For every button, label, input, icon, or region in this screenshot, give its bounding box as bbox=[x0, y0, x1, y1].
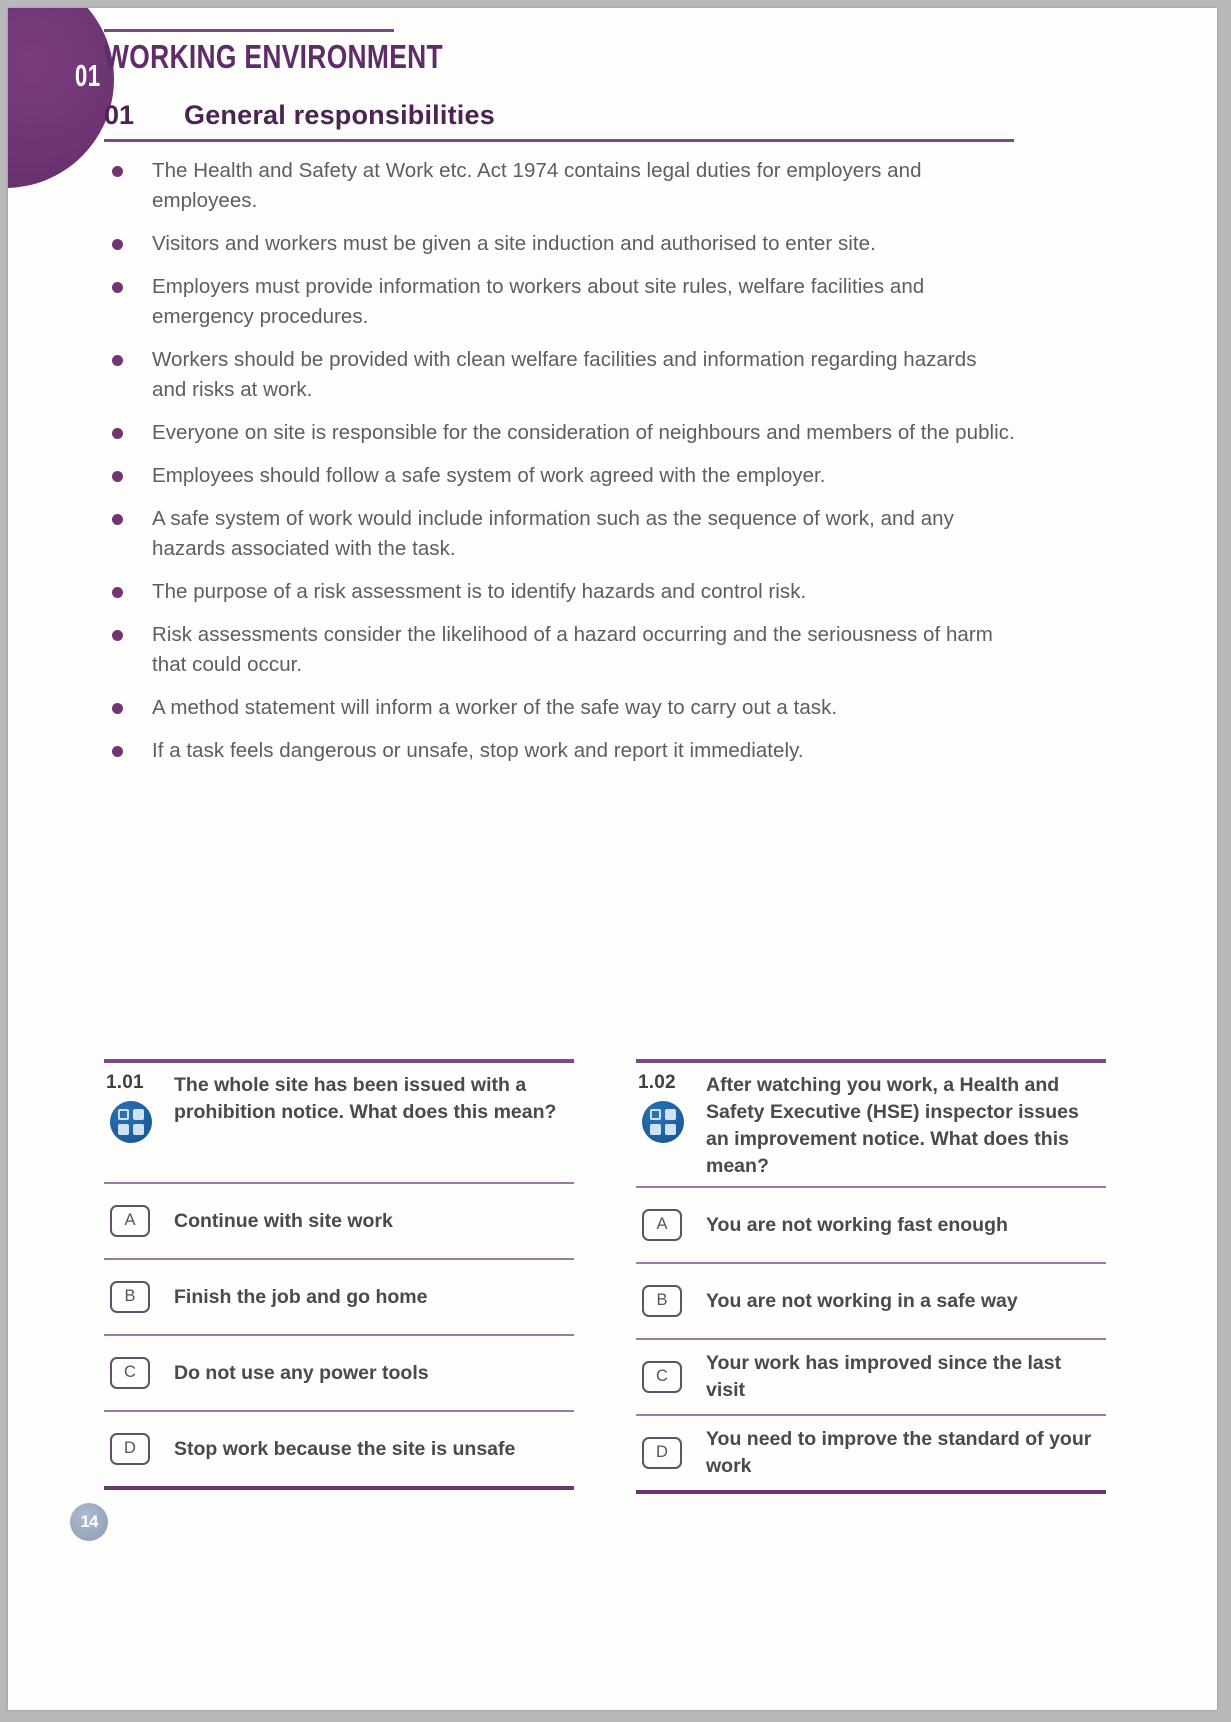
grid-icon-cell bbox=[650, 1109, 661, 1120]
multiple-choice-grid-icon bbox=[110, 1101, 152, 1143]
option-letter-box[interactable]: D bbox=[642, 1437, 682, 1469]
chapter-name: General responsibilities bbox=[184, 100, 495, 130]
answer-option[interactable] bbox=[636, 1416, 1106, 1490]
bullet-dot-icon bbox=[112, 703, 123, 714]
header-rule-bottom bbox=[104, 139, 1014, 142]
answer-option[interactable] bbox=[104, 1260, 574, 1334]
bullet-text: Everyone on site is responsible for the consideration of neighbours and members of the public. bbox=[152, 421, 1015, 444]
grid-icon-cell bbox=[118, 1109, 129, 1120]
grid-icon-cell bbox=[665, 1109, 676, 1120]
questions-area bbox=[104, 1059, 1106, 1494]
option-text: You are not working fast enough bbox=[706, 1213, 1008, 1236]
grid-icon-cell bbox=[650, 1124, 661, 1135]
bullet-text: Visitors and workers must be given a site induction and authorised to enter site. bbox=[152, 232, 876, 255]
option-text: Do not use any power tools bbox=[174, 1361, 429, 1384]
bullet-dot-icon bbox=[112, 282, 123, 293]
bullet-dot-icon bbox=[112, 471, 123, 482]
bullet-item bbox=[104, 736, 1016, 766]
question-number: 1.01 bbox=[106, 1072, 144, 1093]
question-number: 1.02 bbox=[638, 1072, 676, 1093]
option-letter-box[interactable]: A bbox=[110, 1205, 150, 1237]
question-rule-bottom bbox=[104, 1486, 574, 1490]
option-text: Continue with site work bbox=[174, 1209, 393, 1232]
question-card bbox=[636, 1059, 1106, 1494]
answer-option[interactable] bbox=[636, 1264, 1106, 1338]
chapter-tab-number: 01 bbox=[74, 58, 100, 93]
chapter-tab-circle bbox=[8, 8, 114, 188]
grid-icon-cells bbox=[650, 1109, 676, 1135]
question-header bbox=[636, 1063, 1106, 1186]
bullet-item bbox=[104, 418, 1016, 448]
question-card bbox=[104, 1059, 574, 1494]
bullet-dot-icon bbox=[112, 587, 123, 598]
question-header bbox=[104, 1063, 574, 1182]
grid-icon-cell bbox=[118, 1124, 129, 1135]
bullet-text: Employees should follow a safe system of work agreed with the employer. bbox=[152, 464, 826, 487]
bullet-text: A method statement will inform a worker of the safe way to carry out a task. bbox=[152, 696, 838, 719]
bullet-dot-icon bbox=[112, 514, 123, 525]
bullet-text: If a task feels dangerous or unsafe, stop work and report it immediately. bbox=[152, 739, 804, 762]
key-points-list bbox=[104, 156, 1016, 779]
option-letter-box[interactable]: A bbox=[642, 1209, 682, 1241]
option-text: Stop work because the site is unsafe bbox=[174, 1437, 516, 1460]
bullet-dot-icon bbox=[112, 428, 123, 439]
option-text: You need to improve the standard of your work bbox=[706, 1428, 1092, 1477]
bullet-text: The Health and Safety at Work etc. Act 1974 contains legal duties for employers and employees. bbox=[152, 159, 922, 212]
bullet-item bbox=[104, 272, 1016, 332]
option-letter-box[interactable]: B bbox=[642, 1285, 682, 1317]
answer-option[interactable] bbox=[104, 1184, 574, 1258]
bullet-text: Workers should be provided with clean welfare facilities and information regarding hazards and risks at work. bbox=[152, 348, 977, 401]
grid-icon-cell bbox=[133, 1124, 144, 1135]
option-text: Finish the job and go home bbox=[174, 1285, 428, 1308]
bullet-text: A safe system of work would include information such as the sequence of work, and any hazards associated with the task. bbox=[152, 507, 954, 560]
bullet-text: Risk assessments consider the likelihood of a hazard occurring and the seriousness of harm that could occur. bbox=[152, 623, 993, 676]
answer-option[interactable] bbox=[104, 1412, 574, 1486]
bullet-dot-icon bbox=[112, 239, 123, 250]
option-text: You are not working in a safe way bbox=[706, 1289, 1018, 1312]
bullet-dot-icon bbox=[112, 746, 123, 757]
option-text: Your work has improved since the last visit bbox=[706, 1352, 1062, 1401]
option-letter-box[interactable]: D bbox=[110, 1433, 150, 1465]
bullet-item bbox=[104, 156, 1016, 216]
question-text: The whole site has been issued with a prohibition notice. What does this mean? bbox=[174, 1074, 557, 1123]
bullet-dot-icon bbox=[112, 166, 123, 177]
bullet-dot-icon bbox=[112, 355, 123, 366]
multiple-choice-grid-icon bbox=[642, 1101, 684, 1143]
grid-icon-cell bbox=[665, 1124, 676, 1135]
section-title: WORKING ENVIRONMENT bbox=[104, 38, 444, 75]
answer-option[interactable] bbox=[636, 1340, 1106, 1414]
header-rule-top bbox=[104, 29, 394, 32]
option-letter-box[interactable]: C bbox=[642, 1361, 682, 1393]
answer-option[interactable] bbox=[104, 1336, 574, 1410]
option-letter-box[interactable]: C bbox=[110, 1357, 150, 1389]
bullet-item bbox=[104, 461, 1016, 491]
grid-icon-cell bbox=[133, 1109, 144, 1120]
bullet-dot-icon bbox=[112, 630, 123, 641]
bullet-text: The purpose of a risk assessment is to identify hazards and control risk. bbox=[152, 580, 807, 603]
grid-icon-cells bbox=[118, 1109, 144, 1135]
bullet-text: Employers must provide information to workers about site rules, welfare facilities and emergency procedures. bbox=[152, 275, 925, 328]
chapter-number: 01 bbox=[104, 100, 135, 130]
bullet-item bbox=[104, 693, 1016, 723]
bullet-item bbox=[104, 504, 1016, 564]
chapter-heading bbox=[104, 100, 1014, 134]
bullet-item bbox=[104, 620, 1016, 680]
bullet-item bbox=[104, 229, 1016, 259]
bullet-item bbox=[104, 345, 1016, 405]
question-rule-bottom bbox=[636, 1490, 1106, 1494]
answer-option[interactable] bbox=[636, 1188, 1106, 1262]
document-page bbox=[8, 8, 1217, 1710]
question-text: After watching you work, a Health and Safety Executive (HSE) inspector issues an improvement notice. What does this mean? bbox=[706, 1074, 1079, 1177]
page-number-badge: 14 bbox=[70, 1503, 108, 1541]
page-content bbox=[104, 8, 1114, 1710]
option-letter-box[interactable]: B bbox=[110, 1281, 150, 1313]
bullet-item bbox=[104, 577, 1016, 607]
